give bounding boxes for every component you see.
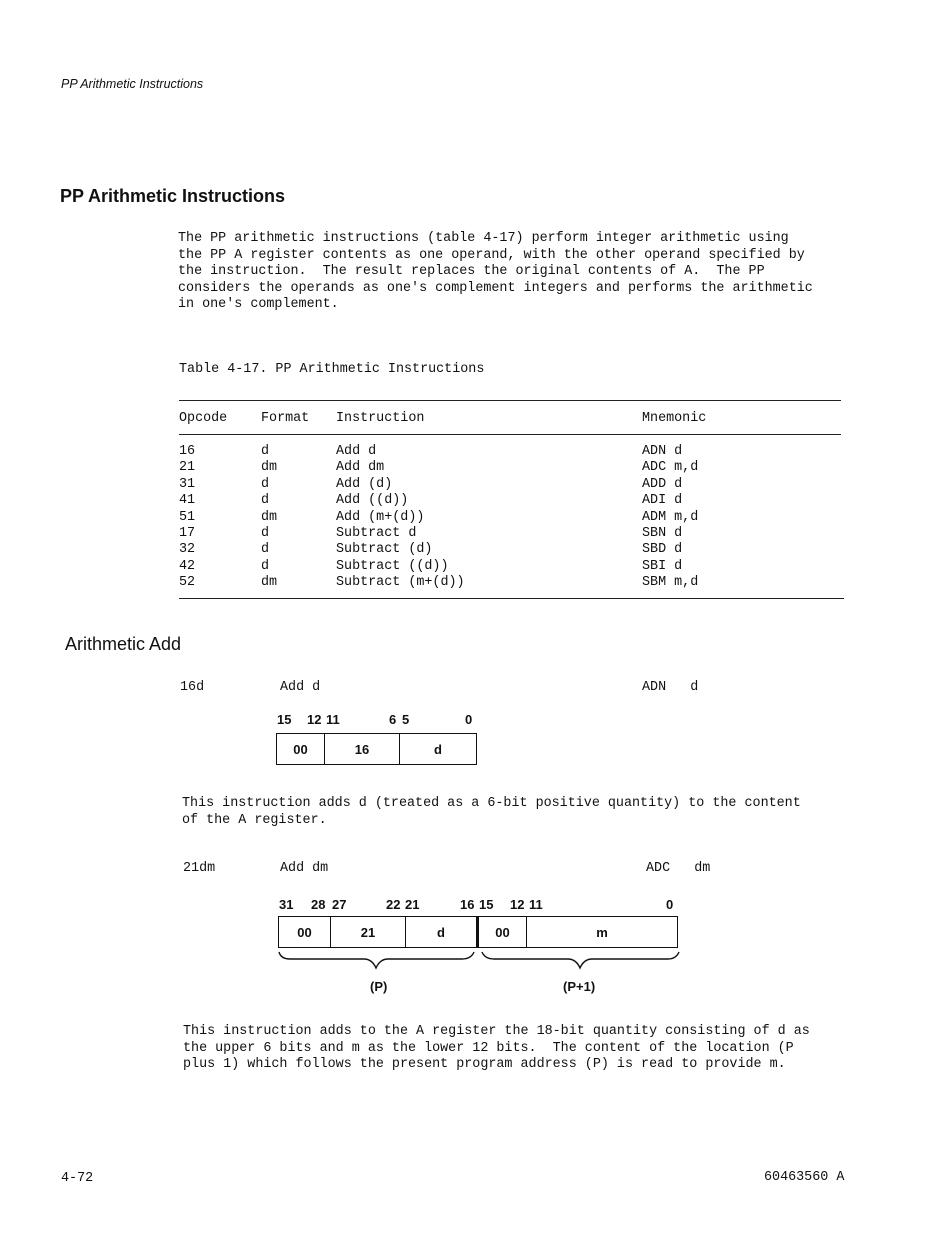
intro-line: the instruction. The result replaces the original contents of A. The PP [178, 264, 765, 279]
cell-instruction: Subtract (d) [336, 542, 433, 558]
cell-mnemonic: SBN d [642, 526, 683, 541]
instr-code: 21dm [183, 861, 216, 876]
desc-line: This instruction adds to the A register the 18-bit quantity consisting of d as [183, 1024, 810, 1039]
page-number: 4-72 [61, 1171, 94, 1186]
bit-label: 6 [389, 712, 397, 727]
desc-line: the upper 6 bits and m as the lower 12 bits. The content of the location (P [183, 1040, 794, 1056]
cell-instruction: Add (d) [336, 476, 393, 492]
intro-line: in one's complement. [178, 297, 339, 312]
brace-p [279, 952, 474, 968]
table-bottom-rule [179, 598, 844, 599]
bit-label: 27 [332, 897, 347, 912]
bit-label: 11 [326, 712, 340, 727]
cell-format: d [261, 476, 270, 492]
word-braces [276, 950, 682, 980]
bit-label: 21 [405, 897, 420, 912]
cell-mnemonic: ADN d [642, 444, 683, 459]
brace-label-p-plus-1: (P+1) [563, 979, 596, 994]
cell-instruction: Subtract (m+(d)) [336, 575, 465, 591]
instr-name: Add dm [280, 861, 329, 876]
instr-name: Add d [280, 680, 321, 695]
cell-opcode: 31 [179, 476, 196, 492]
instruction-format-21dm [278, 916, 678, 948]
field-00: 00 [277, 734, 325, 764]
cell-opcode: 42 [179, 558, 196, 574]
field-d: d [434, 741, 442, 757]
bit-label: 12 [510, 897, 525, 912]
cell-mnemonic: SBI d [642, 558, 683, 574]
bit-label: 15 [277, 712, 292, 727]
cell-opcode: 41 [179, 493, 196, 509]
cell-format: dm [261, 509, 278, 525]
brace-p-plus-1 [482, 952, 679, 968]
cell-mnemonic: ADI d [642, 493, 683, 509]
bit-label: 11 [529, 897, 543, 912]
cell-opcode: 52 [179, 575, 196, 591]
intro-line: The PP arithmetic instructions (table 4-17) perform integer arithmetic using [178, 231, 789, 246]
cell-mnemonic: ADM m,d [642, 509, 699, 525]
field-00: 00 [279, 917, 331, 947]
cell-opcode: 21 [179, 460, 196, 476]
cell-instruction: Add d [336, 444, 377, 459]
cell-format: d [261, 444, 270, 459]
table-header-rule [179, 434, 841, 435]
cell-mnemonic: ADD d [642, 476, 683, 492]
cell-mnemonic: ADC m,d [642, 460, 699, 476]
instr-mnemonic: ADC dm [646, 861, 711, 876]
cell-format: d [261, 558, 270, 574]
intro-line: considers the operands as one's complement integers and performs the arithmetic [178, 280, 813, 296]
cell-opcode: 17 [179, 526, 196, 541]
field-d: d [406, 917, 479, 947]
instruction-format-16d [276, 733, 477, 765]
field-m: m [596, 924, 608, 940]
bit-label: 5 [402, 712, 410, 727]
running-header: PP Arithmetic Instructions [61, 77, 204, 91]
cell-instruction: Add (m+(d)) [336, 509, 425, 525]
desc-line: This instruction adds d (treated as a 6-bit positive quantity) to the content [182, 796, 801, 811]
bit-label: 0 [465, 712, 473, 727]
field-opcode: 16 [325, 734, 400, 764]
cell-format: d [261, 493, 270, 509]
cell-format: d [261, 526, 270, 541]
cell-instruction: Subtract ((d)) [336, 558, 449, 574]
desc-line: of the A register. [182, 812, 327, 828]
desc-line: plus 1) which follows the present program address (P) is read to provide m. [183, 1057, 786, 1072]
bit-label: 22 [386, 897, 401, 912]
section-title: PP Arithmetic Instructions [60, 186, 286, 206]
column-header-instruction: Instruction [336, 411, 425, 426]
cell-instruction: Subtract d [336, 526, 417, 541]
column-header-format: Format [261, 411, 310, 426]
cell-format: dm [261, 575, 278, 591]
cell-format: d [261, 542, 270, 558]
cell-mnemonic: SBM m,d [642, 575, 699, 591]
instr-mnemonic: ADN d [642, 680, 699, 695]
column-header-opcode: Opcode [179, 411, 228, 426]
cell-opcode: 32 [179, 542, 196, 558]
instr-21dm-description [183, 1024, 863, 1074]
bit-label: 31 [279, 897, 294, 912]
instr-code: 16d [180, 680, 205, 695]
bit-label: 12 [307, 712, 322, 727]
table-top-rule [179, 400, 841, 401]
cell-opcode: 16 [179, 444, 196, 459]
bit-label: 15 [479, 897, 494, 912]
column-header-mnemonic: Mnemonic [642, 411, 707, 426]
bit-label: 0 [666, 897, 674, 912]
field-opcode: 21 [331, 917, 406, 947]
cell-instruction: Add ((d)) [336, 493, 409, 509]
intro-line: the PP A register contents as one operand, with the other operand specified by [178, 247, 805, 263]
cell-instruction: Add dm [336, 460, 385, 476]
cell-format: dm [261, 460, 278, 476]
field-00: 00 [479, 917, 527, 947]
bit-label: 16 [460, 897, 475, 912]
brace-label-p: (P) [370, 979, 388, 994]
bit-label: 28 [311, 897, 326, 912]
document-number: 60463560 A [764, 1170, 845, 1185]
table-caption: Table 4-17. PP Arithmetic Instructions [179, 362, 485, 377]
subsection-title: Arithmetic Add [65, 634, 182, 654]
cell-opcode: 51 [179, 509, 196, 525]
cell-mnemonic: SBD d [642, 542, 683, 558]
instr-16d-description [182, 796, 862, 829]
intro-paragraph [178, 231, 858, 314]
